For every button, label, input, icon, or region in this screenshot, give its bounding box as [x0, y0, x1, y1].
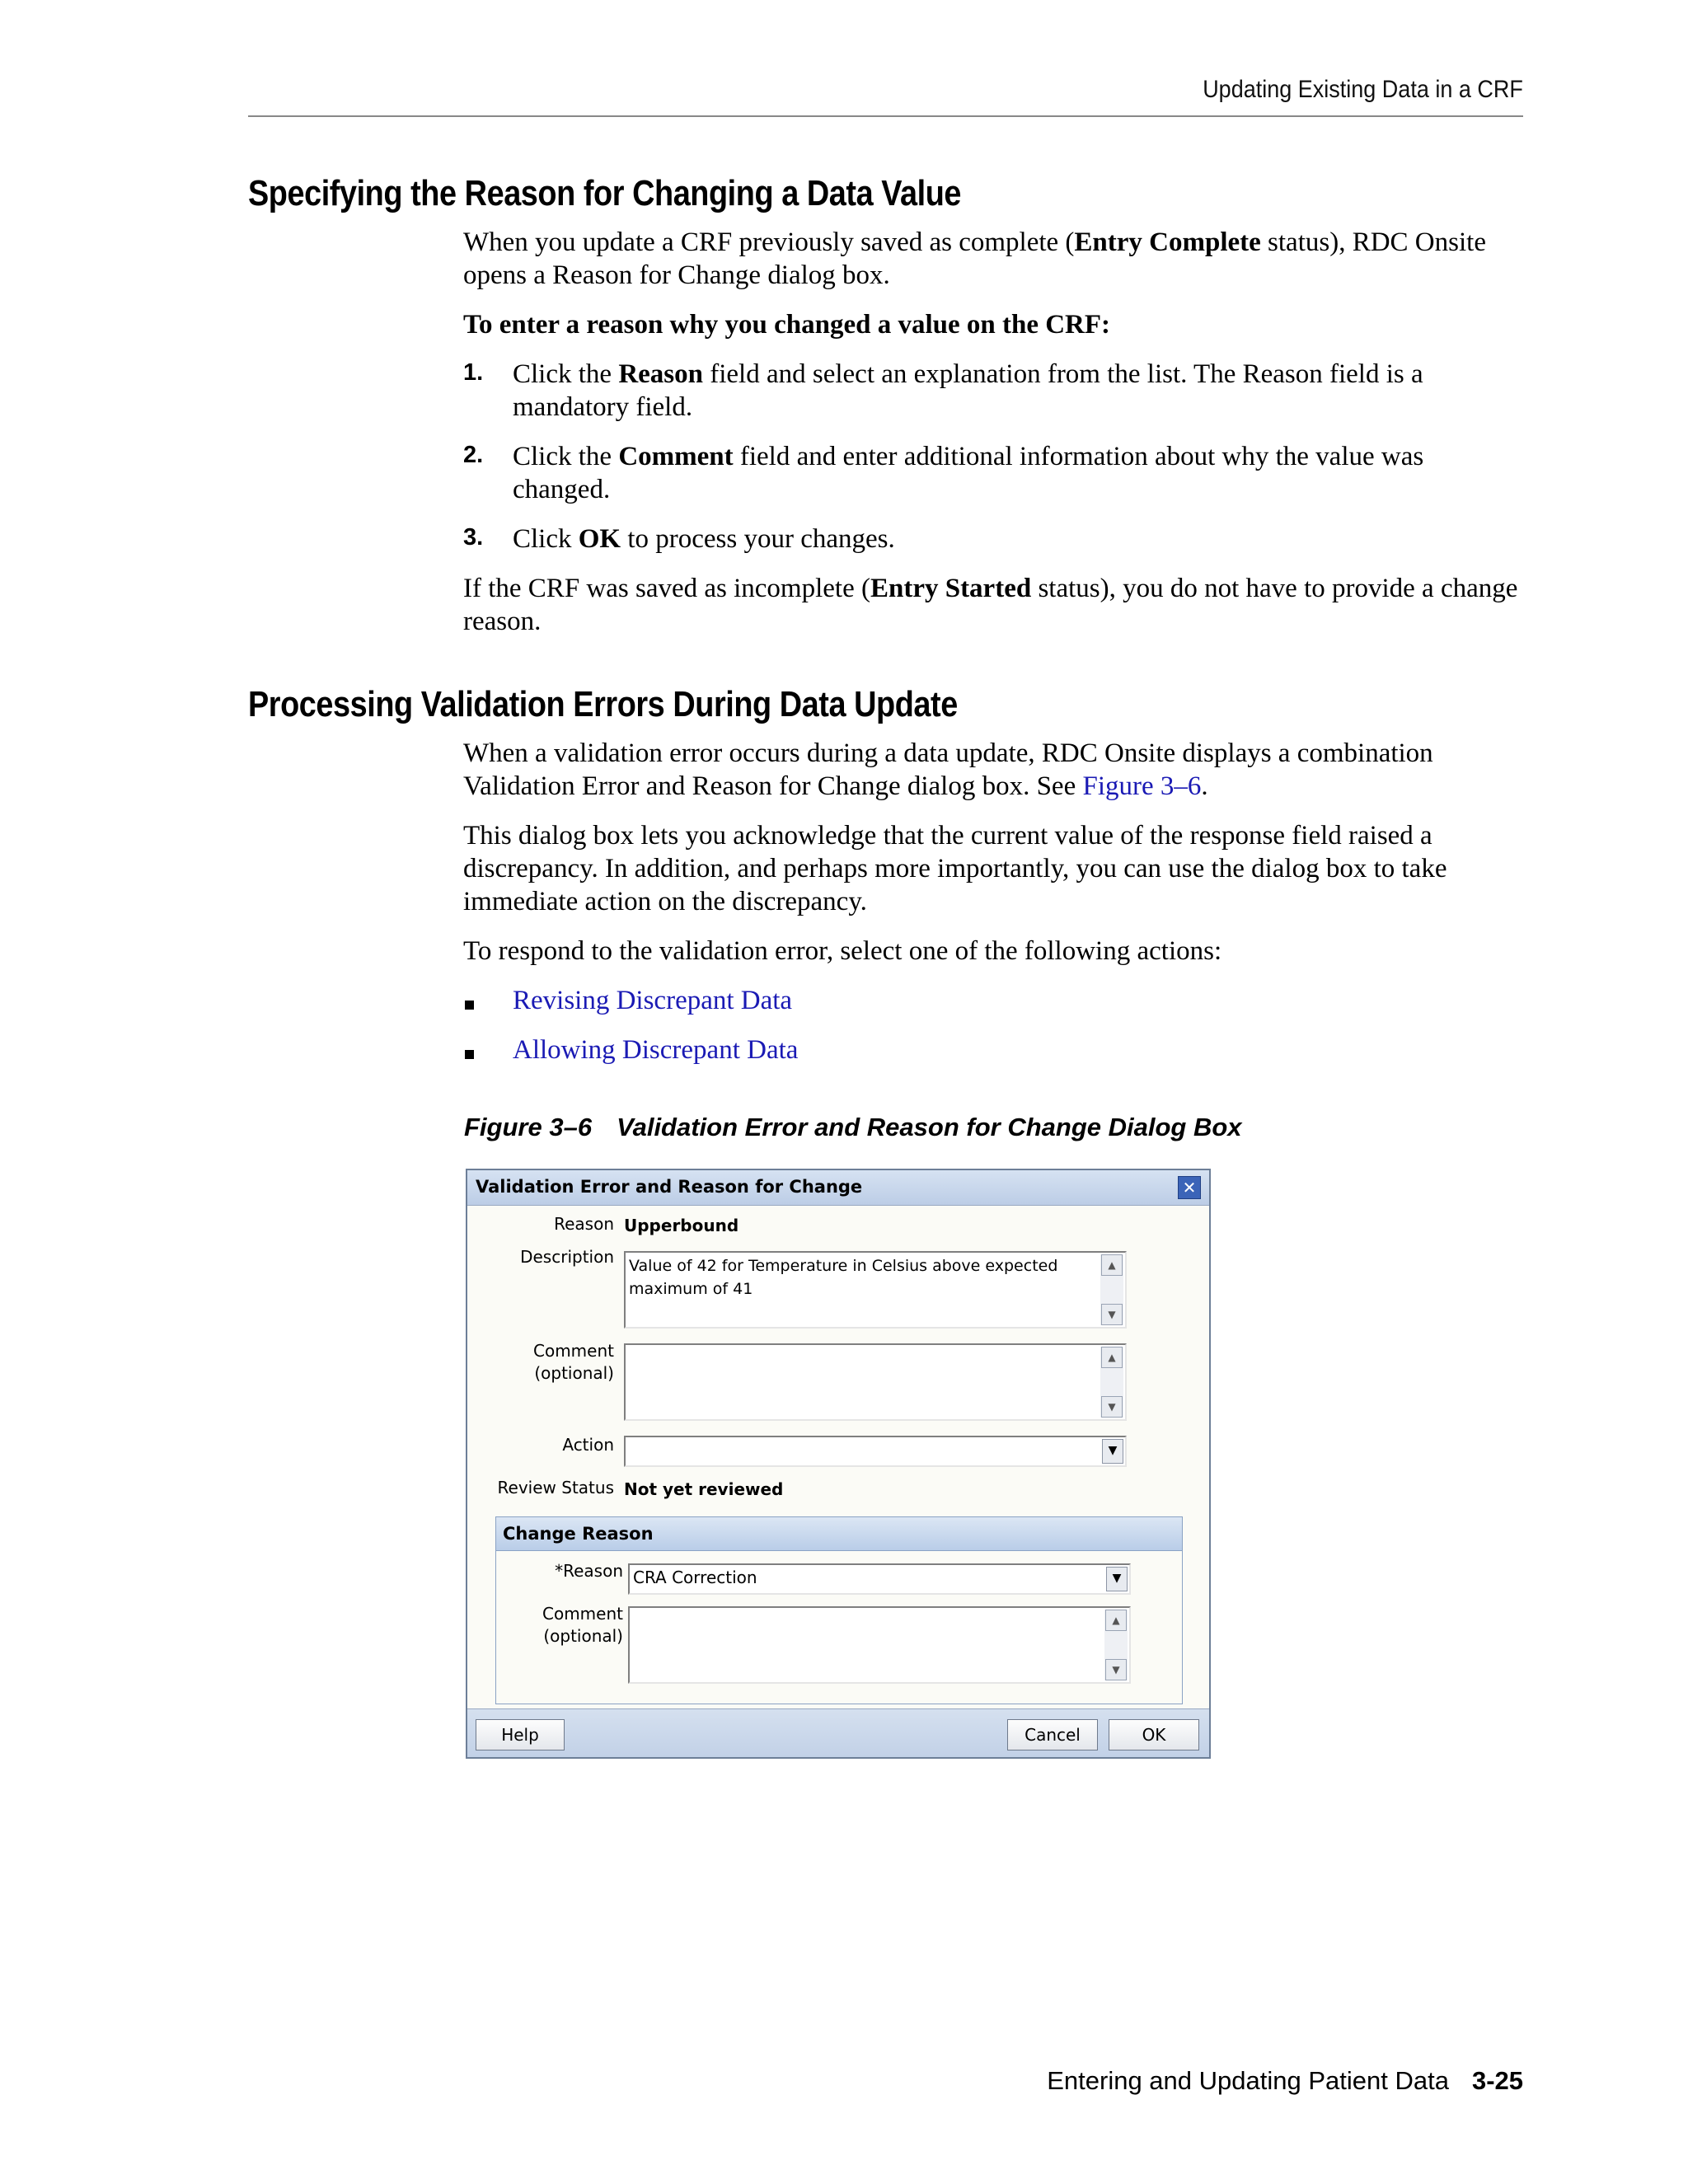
change-reason-group: [495, 1516, 1183, 1704]
validation-intro-text: When a validation error occurs during a data update, RDC Onsite displays a combination Validation Error and Reason for Change dialog box. See: [463, 738, 1433, 801]
footer-chapter: Entering and Updating Patient Data: [1047, 2066, 1449, 2095]
intro-text-2: status), RDC Onsite opens a Reason for Change dialog box.: [463, 227, 1486, 290]
step-text-post: to process your changes.: [621, 524, 895, 554]
change-comment-scrollbar[interactable]: [1104, 1610, 1128, 1680]
note-text-1: If the CRF was saved as incomplete (: [463, 574, 870, 603]
ok-button[interactable]: OK: [1109, 1719, 1199, 1750]
reason-value: Upperbound: [624, 1216, 739, 1235]
change-reason-header: [496, 1517, 1182, 1551]
bullet-icon: [465, 1001, 474, 1010]
intro-paragraph: [463, 226, 1526, 292]
dialog-description-paragraph: This dialog box lets you acknowledge that the current value of the response field raised a discrepancy. In addition, and perhaps more importantly, you can use the dialog box to take immediate action on the discrepancy.: [463, 821, 1447, 916]
page-footer: [1047, 2066, 1523, 2096]
action-select[interactable]: [624, 1436, 1127, 1467]
section-heading-reason: Specifying the Reason for Changing a Data Value: [248, 173, 962, 213]
chevron-down-icon[interactable]: ▼: [1106, 1567, 1128, 1591]
step-number: 3.: [463, 524, 484, 551]
section-heading-validation: Processing Validation Errors During Data Update: [248, 684, 958, 724]
figure-link[interactable]: Figure 3–6: [1082, 771, 1202, 801]
reason-label: Reason: [554, 1214, 614, 1234]
validation-intro-paragraph: [463, 737, 1526, 803]
change-reason-label: *Reason: [555, 1561, 623, 1581]
scroll-down-icon[interactable]: ▼: [1105, 1659, 1127, 1680]
step-text: [513, 440, 1526, 506]
dialog-title: Validation Error and Reason for Change: [476, 1177, 863, 1197]
step-text-pre: Click: [513, 524, 579, 554]
note-text-2: status), you do not have to provide a change reason.: [463, 574, 1518, 636]
note-paragraph: [463, 572, 1526, 638]
step-text-post: field and enter additional information about why the value was changed.: [513, 442, 1424, 504]
figure-caption: [464, 1113, 1242, 1142]
comment-label-line1: Comment: [533, 1341, 614, 1361]
step-number: 1.: [463, 359, 484, 386]
comment-label: [533, 1340, 614, 1385]
bullet-icon: [465, 1050, 474, 1059]
step-text-pre: Click the: [513, 359, 619, 389]
scroll-up-icon[interactable]: ▲: [1105, 1610, 1127, 1631]
description-label: Description: [520, 1247, 614, 1267]
note-bold: Entry Started: [870, 574, 1032, 603]
actions-intro: To respond to the validation error, select one of the following actions:: [463, 936, 1222, 966]
scroll-up-icon[interactable]: ▲: [1101, 1347, 1123, 1368]
intro-bold: Entry Complete: [1074, 227, 1261, 257]
comment-scrollbar[interactable]: [1100, 1347, 1123, 1418]
change-comment-label-line1: Comment: [542, 1604, 623, 1624]
cancel-button[interactable]: Cancel: [1007, 1719, 1098, 1750]
intro-text-1: When you update a CRF previously saved as complete (: [463, 227, 1075, 257]
close-icon[interactable]: ✕: [1178, 1176, 1201, 1199]
review-status-value: Not yet reviewed: [624, 1479, 784, 1499]
dialog-button-bar: [467, 1708, 1209, 1757]
page-number: 3-25: [1471, 2066, 1523, 2095]
scroll-down-icon[interactable]: ▼: [1101, 1304, 1123, 1325]
help-button[interactable]: Help: [476, 1719, 565, 1750]
review-status-label: Review Status: [497, 1478, 614, 1497]
description-scrollbar[interactable]: [1100, 1254, 1123, 1325]
step-text-pre: Click the: [513, 442, 619, 471]
change-comment-label-line2: (optional): [543, 1626, 623, 1646]
link-allowing-discrepant-data[interactable]: Allowing Discrepant Data: [513, 1035, 799, 1065]
header-rule: [248, 115, 1523, 117]
change-reason-title: Change Reason: [503, 1524, 654, 1544]
comment-textarea[interactable]: [624, 1343, 1127, 1421]
figure-number: Figure 3–6: [464, 1113, 593, 1141]
validation-intro-end: .: [1201, 771, 1208, 801]
change-reason-selected: CRA Correction: [633, 1568, 757, 1587]
change-reason-select[interactable]: [628, 1563, 1131, 1595]
chevron-down-icon[interactable]: ▼: [1102, 1439, 1123, 1464]
step-number: 2.: [463, 442, 484, 468]
step-text-bold: Reason: [618, 359, 703, 389]
dialog-title-bar: [467, 1170, 1209, 1206]
step-text-post: field and select an explanation from the list. The Reason field is a mandatory field.: [513, 359, 1423, 422]
step-text: [513, 358, 1526, 424]
running-header: Updating Existing Data in a CRF: [1203, 76, 1523, 103]
scroll-up-icon[interactable]: ▲: [1101, 1254, 1123, 1276]
step-text-bold: OK: [578, 524, 621, 554]
validation-dialog: [466, 1169, 1211, 1759]
procedure-title: To enter a reason why you changed a value on the CRF:: [463, 310, 1111, 340]
description-text: Value of 42 for Temperature in Celsius above expected maximum of 41: [629, 1257, 1058, 1298]
comment-label-line2: (optional): [534, 1363, 614, 1383]
link-revising-discrepant-data[interactable]: Revising Discrepant Data: [513, 986, 793, 1015]
description-textarea[interactable]: [624, 1251, 1127, 1329]
step-text-bold: Comment: [618, 442, 734, 471]
step-text: [513, 523, 1526, 555]
change-comment-label: [542, 1603, 623, 1647]
scroll-down-icon[interactable]: ▼: [1101, 1396, 1123, 1418]
action-label: Action: [562, 1435, 614, 1455]
change-comment-textarea[interactable]: [628, 1606, 1131, 1684]
figure-title: Validation Error and Reason for Change Dialog Box: [617, 1113, 1242, 1141]
